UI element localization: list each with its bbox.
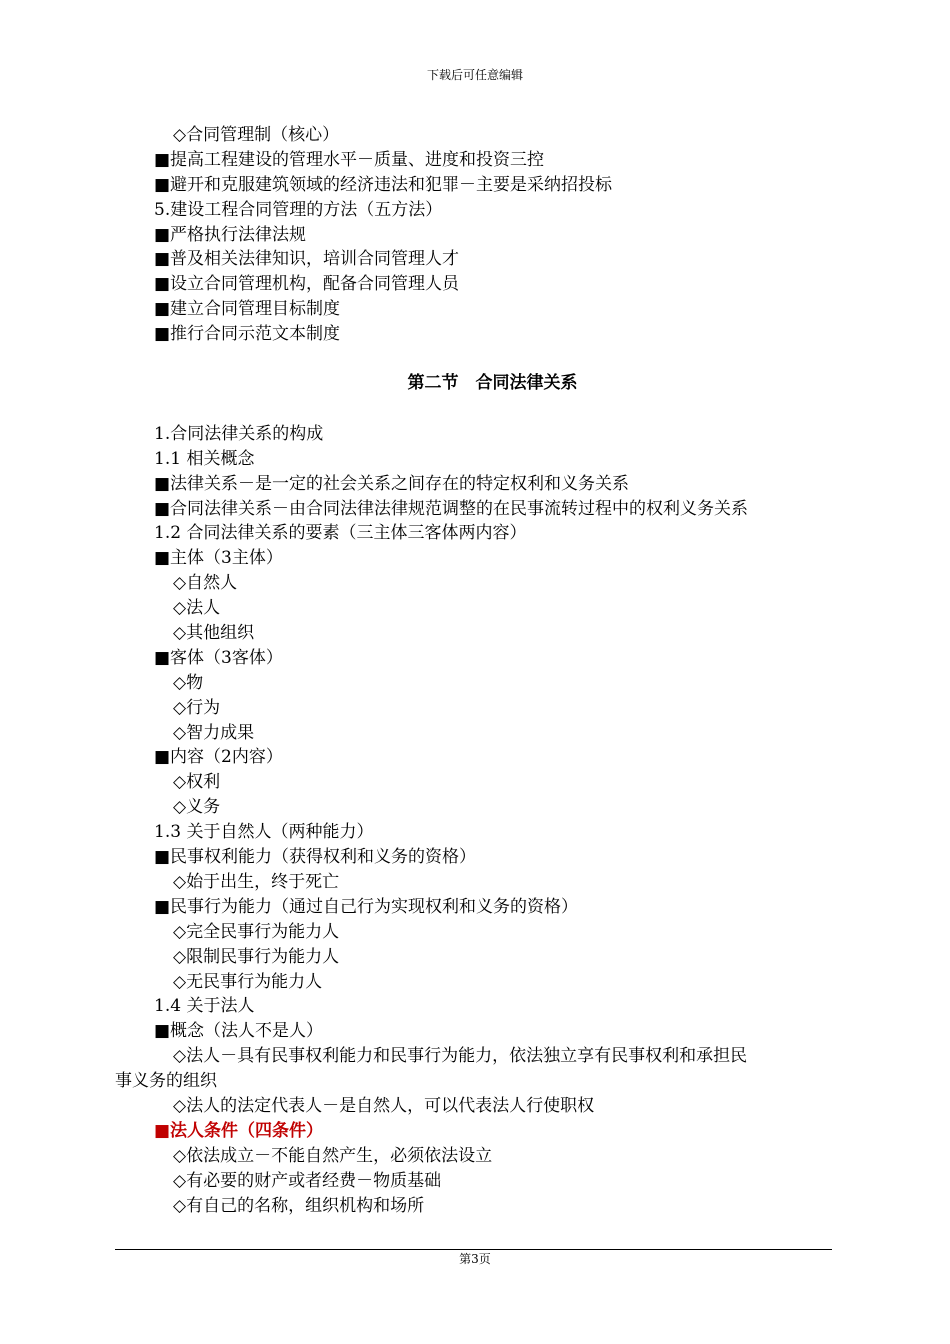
text-line: ■民事行为能力（通过自己行为实现权利和义务的资格） — [154, 896, 579, 917]
document-body — [115, 123, 830, 1218]
text-line: ◇义务 — [173, 797, 221, 818]
text-line: ■客体（3客体） — [154, 647, 283, 668]
text-line: ■避开和克服建筑领域的经济违法和犯罪－主要是采纳招投标 — [154, 174, 613, 195]
text-line: ◇依法成立－不能自然产生，必须依法设立 — [173, 1145, 493, 1166]
text-line: ◇智力成果 — [173, 722, 255, 743]
text-line: ◇有必要的财产或者经费－物质基础 — [173, 1170, 442, 1191]
page-header: 下载后可任意编辑 — [426, 68, 523, 82]
text-line: ◇法人 — [173, 598, 221, 619]
text-line: ◇自然人 — [173, 573, 238, 594]
text-line: ◇法人－具有民事权利能力和民事行为能力，依法独立享有民事权利和承担民 — [173, 1046, 748, 1067]
text-line: ◇有自己的名称，组织机构和场所 — [173, 1195, 425, 1216]
text-line: ◇权利 — [173, 772, 221, 793]
text-line: 1.2 合同法律关系的要素（三主体三客体两内容） — [154, 523, 527, 544]
text-line: 1.3 关于自然人（两种能力） — [154, 822, 374, 843]
text-line: 事义务的组织 — [115, 1071, 217, 1092]
text-line: ■建立合同管理目标制度 — [154, 299, 341, 320]
text-line: ■法人条件（四条件） — [154, 1120, 324, 1141]
text-line: ◇无民事行为能力人 — [173, 971, 323, 992]
text-line: ■民事权利能力（获得权利和义务的资格） — [154, 847, 477, 868]
section-contract-management — [115, 123, 830, 347]
text-line: ■概念（法人不是人） — [154, 1021, 324, 1042]
text-line: ◇合同管理制（核心） — [173, 125, 340, 145]
text-line: ■严格执行法律法规 — [154, 224, 307, 245]
text-line: ■主体（3主体） — [154, 548, 283, 569]
text-line: ■设立合同管理机构，配备合同管理人员 — [154, 274, 460, 295]
text-line: ◇行为 — [173, 697, 221, 718]
text-line: 1.合同法律关系的构成 — [154, 423, 324, 444]
text-line: 1.1 相关概念 — [154, 448, 255, 469]
page-number: 第3页 — [459, 1252, 491, 1266]
text-line: ■合同法律关系－由合同法律法律规范调整的在民事流转过程中的权利义务关系 — [154, 498, 749, 519]
text-line: ◇物 — [173, 672, 204, 693]
text-line: ◇其他组织 — [173, 623, 255, 644]
text-line: ■提高工程建设的管理水平－质量、进度和投资三控 — [154, 149, 545, 170]
section-contract-legal-relations — [115, 422, 830, 1219]
text-line: ■内容（2内容） — [154, 747, 283, 768]
text-line: ◇始于出生，终于死亡 — [173, 871, 340, 892]
text-line: ■普及相关法律知识，培训合同管理人才 — [154, 249, 460, 270]
text-line: ◇限制民事行为能力人 — [173, 946, 340, 967]
text-line: ◇完全民事行为能力人 — [173, 921, 340, 942]
section-heading: 第二节 合同法律关系 — [407, 373, 578, 394]
text-line: 1.4 关于法人 — [154, 996, 255, 1017]
text-line: ■法律关系－是一定的社会关系之间存在的特定权利和义务关系 — [154, 473, 630, 494]
text-line: ◇法人的法定代表人－是自然人，可以代表法人行使职权 — [173, 1095, 595, 1116]
text-line: 5.建设工程合同管理的方法（五方法） — [154, 199, 443, 220]
text-line: ■推行合同示范文本制度 — [154, 324, 341, 345]
